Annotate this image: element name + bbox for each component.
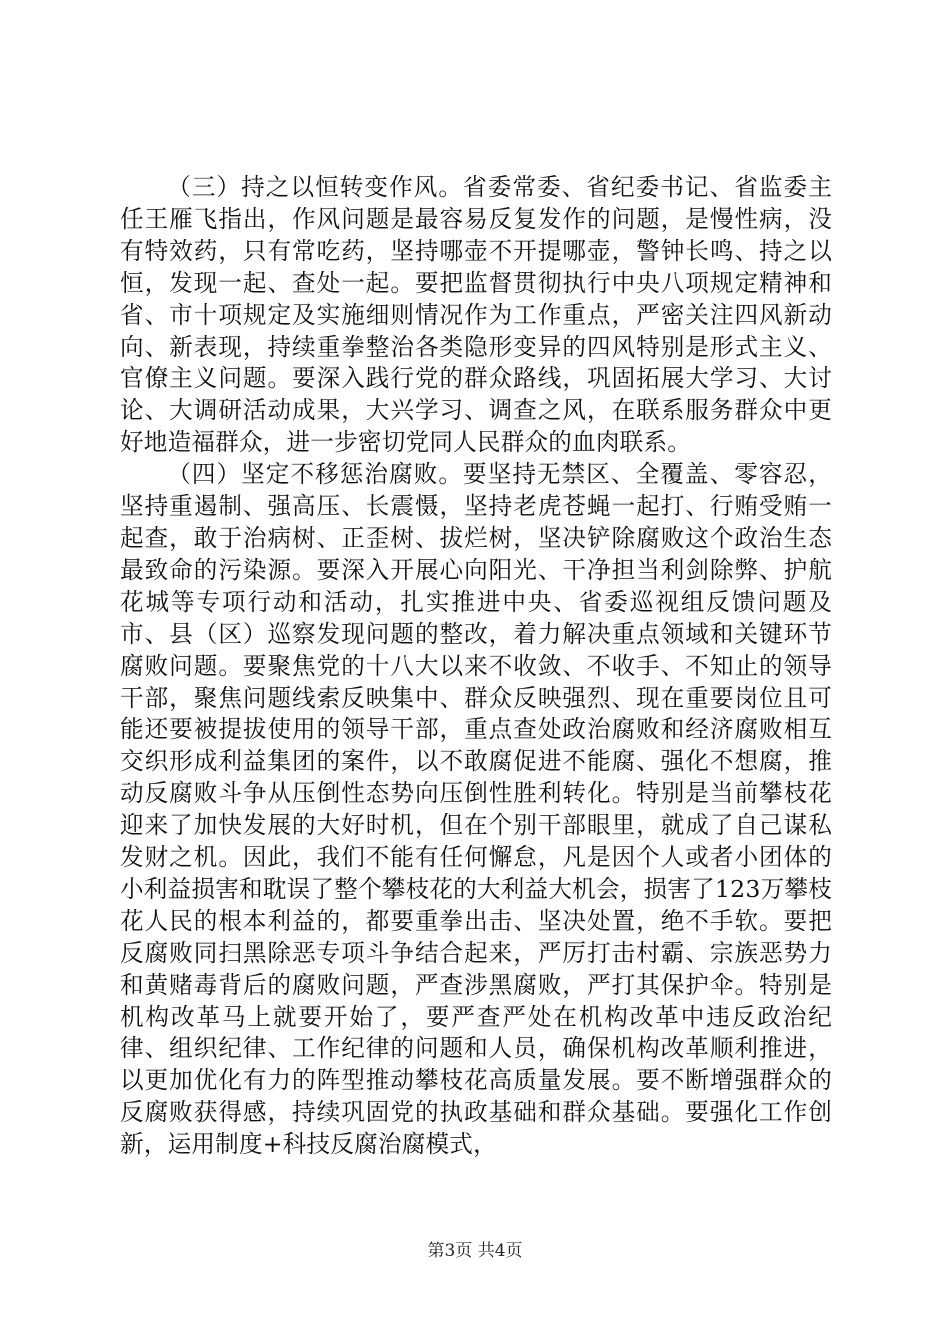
paragraph-3-work-style: （三）持之以恒转变作风。省委常委、省纪委书记、省监委主任王雁飞指出，作风问题是最容易反复发作的问题，是慢性病，没有特效药，只有常吃药，坚持哪壶不开提哪壶，警钟长鸣、持之以恒，发现一起、查处一起。要把监督贯彻执行中央八项规定精神和省、市十项规定及实施细则情况作为工作重点，严密关注四风新动向、新表现，持续重拳整治各类隐形变异的四风特别是形式主义、官僚主义问题。要深入践行党的群众路线，巩固拓展大学习、大讨论、大调研活动成果，大兴学习、调查之风，在联系服务群众中更好地造福群众，进一步密切党同人民群众的血肉联系。 (120, 173, 832, 457)
document-body (120, 172, 832, 1161)
paragraph-4-anti-corruption: （四）坚定不移惩治腐败。要坚持无禁区、全覆盖、零容忍，坚持重遏制、强高压、长震慑，坚持老虎苍蝇一起打、行贿受贿一起查，敢于治病树、正歪树、拔烂树，坚决铲除腐败这个政治生态最致命的污染源。要深入开展心向阳光、干净担当利剑除弊、护航花城等专项行动和活动，扎实推进中央、省委巡视组反馈问题及市、县（区）巡察发现问题的整改，着力解决重点领域和关键环节腐败问题。要聚焦党的十八大以来不收敛、不收手、不知止的领导干部，聚焦问题线索反映集中、群众反映强烈、现在重要岗位且可能还要被提拔使用的领导干部，重点查处政治腐败和经济腐败相互交织形成利益集团的案件，以不敢腐促进不能腐、强化不想腐，推动反腐败斗争从压倒性态势向压倒性胜利转化。特别是当前攀枝花迎来了加快发展的大好时机，但在个别干部眼里，就成了自己谋私发财之机。因此，我们不能有任何懈怠，凡是因个人或者小团体的小利益损害和耽误了整个攀枝花的大利益大机会，损害了123万攀枝花人民的根本利益的，都要重拳出击、坚决处置，绝不手软。要把反腐败同扫黑除恶专项斗争结合起来，严厉打击村霸、宗族恶势力和黄赌毒背后的腐败问题，严查涉黑腐败，严打其保护伞。特别是机构改革马上就要开始了，要严查严处在机构改革中违反政治纪律、组织纪律、工作纪律的问题和人员，确保机构改革顺利推进，以更加优化有力的阵型推动攀枝花高质量发展。要不断增强群众的反腐败获得感，持续巩固党的执政基础和群众基础。要强化工作创新，运用制度+科技反腐治腐模式， (120, 460, 832, 1159)
page-footer: 第3页 共4页 (427, 1241, 523, 1261)
